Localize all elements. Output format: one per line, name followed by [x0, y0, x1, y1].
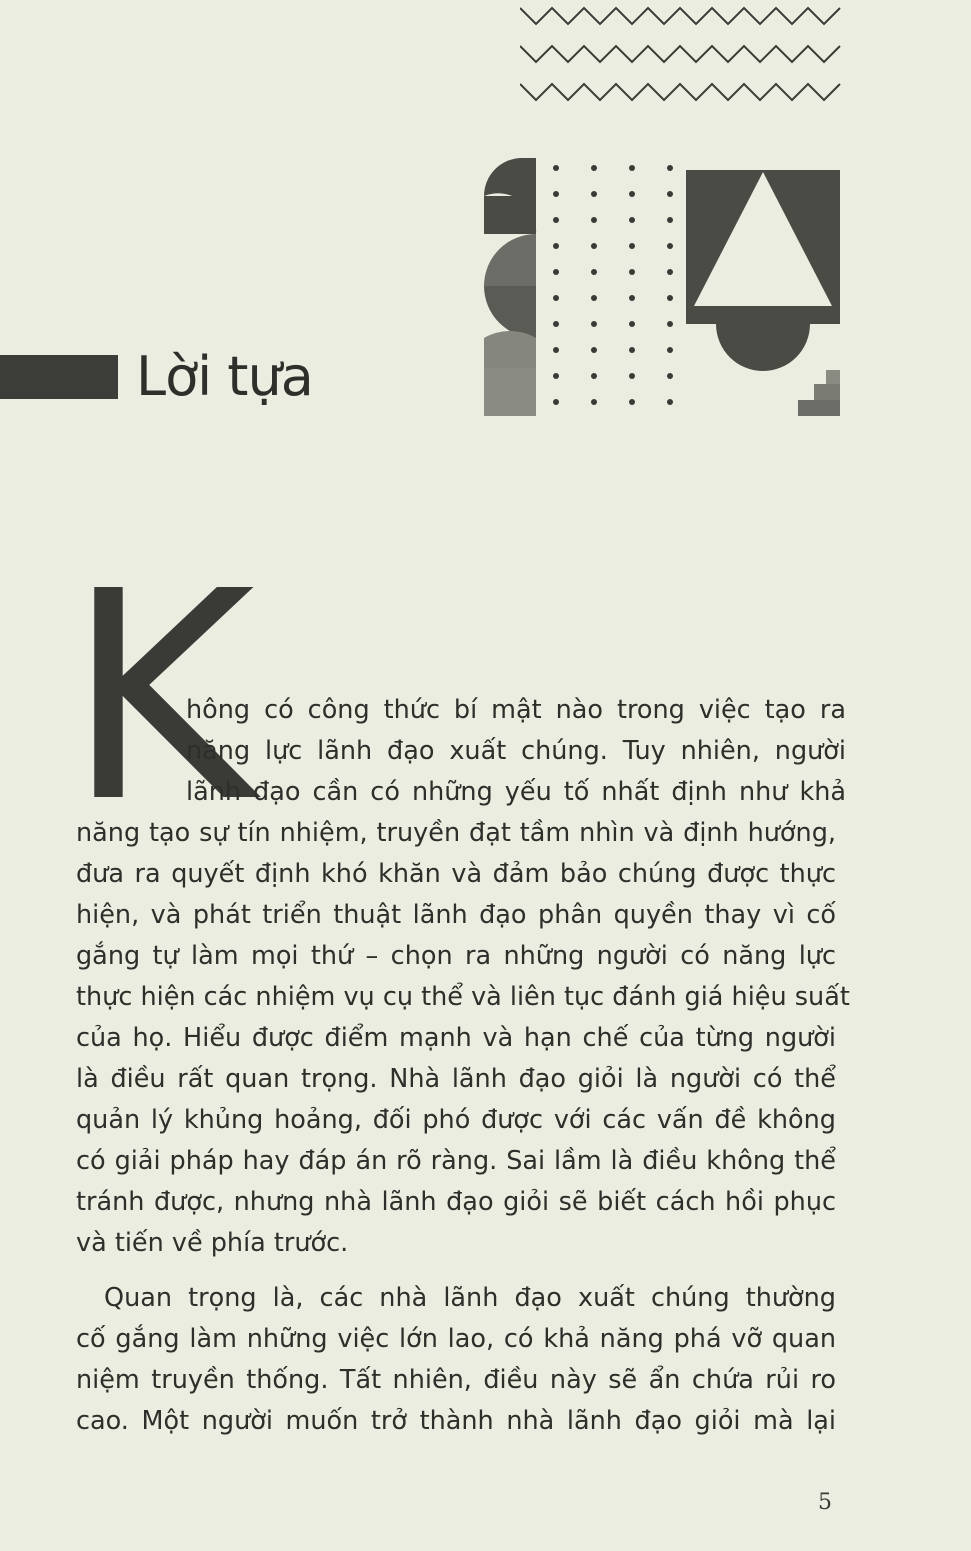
page-number: 5 [818, 1490, 832, 1515]
text-line: gắng tự làm mọi thứ – chọn ra những người có năng lực [76, 941, 836, 971]
text-line: đưa ra quyết định khó khăn và đảm bảo chúng được thực [76, 859, 836, 889]
text-line: cố gắng làm những việc lớn lao, có khả năng phá vỡ quan [76, 1324, 836, 1354]
paragraph-2 [76, 1278, 836, 1442]
text-line: và tiến về phía trước. [76, 1228, 349, 1258]
chapter-title: Lời tựa [136, 345, 313, 408]
paragraph-1-opening [186, 690, 846, 813]
text-line: niệm truyền thống. Tất nhiên, điều này sẽ ẩn chứa rủi ro [76, 1365, 836, 1395]
text-line: của họ. Hiểu được điểm mạnh và hạn chế của từng người [76, 1023, 836, 1053]
zigzag-ornament-icon [520, 0, 842, 110]
text-line: hiện, và phát triển thuật lãnh đạo phân quyền thay vì cố [76, 900, 836, 930]
title-accent-bar [0, 355, 118, 399]
text-line: lãnh đạo cần có những yếu tố nhất định như khả [186, 777, 846, 807]
dot-grid [553, 165, 673, 405]
drop-cap: K [66, 530, 255, 865]
text-line: tránh được, nhưng nhà lãnh đạo giỏi sẽ biết cách hồi phục [76, 1187, 836, 1217]
text-line: là điều rất quan trọng. Nhà lãnh đạo giỏi là người có thể [76, 1064, 836, 1094]
paragraph-1-body [76, 813, 850, 1264]
text-line: năng tạo sự tín nhiệm, truyền đạt tầm nhìn và định hướng, [76, 818, 836, 848]
text-line: thực hiện các nhiệm vụ cụ thể và liên tục đánh giá hiệu suất [76, 982, 850, 1012]
text-line: có giải pháp hay đáp án rõ ràng. Sai lầm là điều không thể [76, 1146, 836, 1176]
geometric-ornament-icon [484, 158, 840, 416]
text-line: quản lý khủng hoảng, đối phó được với các vấn đề không [76, 1105, 836, 1135]
text-line: cao. Một người muốn trở thành nhà lãnh đạo giỏi mà lại [76, 1406, 836, 1436]
text-line: Quan trọng là, các nhà lãnh đạo xuất chúng thường [104, 1283, 836, 1313]
text-line: hông có công thức bí mật nào trong việc tạo ra [186, 695, 846, 725]
text-line: năng lực lãnh đạo xuất chúng. Tuy nhiên, người [186, 736, 846, 766]
